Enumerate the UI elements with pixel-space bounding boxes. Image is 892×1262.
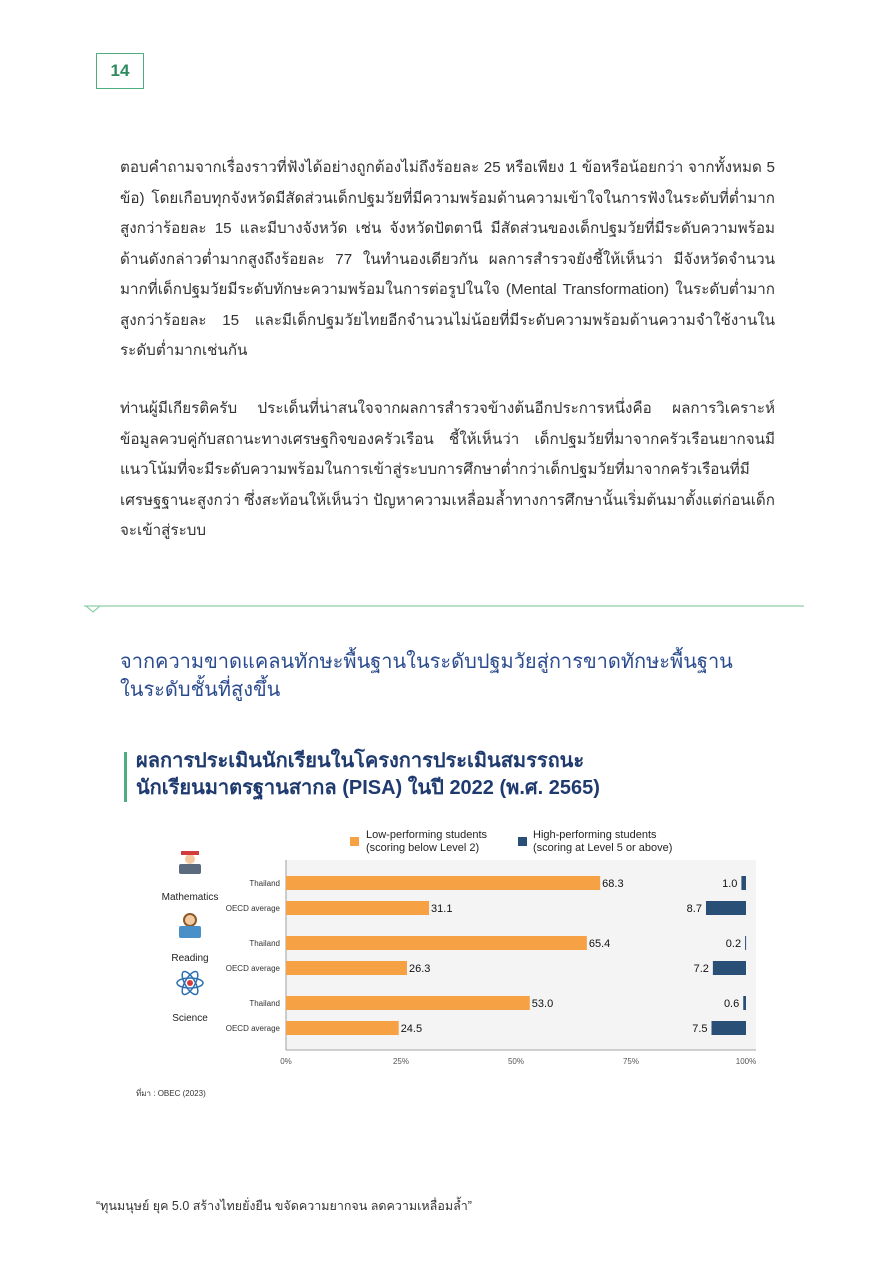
row-label: Thailand xyxy=(249,999,280,1008)
data-label-low: 68.3 xyxy=(602,878,624,890)
legend-swatch-high xyxy=(518,837,527,846)
reading-icon xyxy=(184,914,196,926)
row-label: OECD average xyxy=(225,904,280,913)
subject-label: Reading xyxy=(171,953,209,964)
mathematics-icon-hat xyxy=(181,851,199,855)
paragraph-2: ท่านผู้มีเกียรติครับ ประเด็นที่น่าสนใจจากผลการสำรวจข้างต้นอีกประการหนึ่งคือ ผลการวิเคราะห์ข้อมูลควบคู่กับสถานะทางเศรษฐกิจของครัวเรือน ชี้ให้เห็นว่า เด็กปฐมวัยที่มาจากครัวเรือนยากจนมีแนวโน้มที่จะมีระดับความพร้อมในการเข้าสู่ระบบการศึกษาต่ำกว่าเด็กปฐมวัยที่มาจากครัวเรือนที่มีเศรษฐฐานะสูงกว่า ซึ่งสะท้อนให้เห็นว่า ปัญหาความเหลื่อมล้ำทางการศึกษานั้นเริ่มต้นมาตั้งแต่ก่อนเด็กจะเข้าสู่ระบบ xyxy=(120,400,775,539)
bar-low xyxy=(286,1021,399,1035)
figure-title xyxy=(136,748,776,802)
figure-accent-bar xyxy=(124,752,127,802)
pisa-bar-chart xyxy=(120,822,770,1072)
data-label-low: 65.4 xyxy=(588,938,611,950)
section-divider xyxy=(84,604,804,616)
legend-label-high: High-performing students xyxy=(533,829,657,841)
mathematics-icon xyxy=(179,864,201,874)
row-label: Thailand xyxy=(249,879,280,888)
row-label: Thailand xyxy=(249,939,280,948)
bar-low xyxy=(286,901,429,915)
bar-low xyxy=(286,936,587,950)
bar-low xyxy=(286,961,407,975)
mathematics-icon-head xyxy=(185,854,195,864)
x-tick-label: 75% xyxy=(622,1057,640,1066)
x-tick-label: 50% xyxy=(507,1057,525,1066)
section-title-line-2: ในระดับชั้นที่สูงขึ้น xyxy=(120,679,281,701)
bar-high xyxy=(712,1021,747,1035)
data-label-high: 1.0 xyxy=(722,878,738,890)
bar-high xyxy=(743,996,746,1010)
footer-quote: “ทุนมนุษย์ ยุค 5.0 สร้างไทยยั่งยืน ขจัดความยากจน ลดความเหลื่อมล้ำ” xyxy=(96,1199,472,1213)
row-label: OECD average xyxy=(225,1024,280,1033)
figure-title-line-2: นักเรียนมาตรฐานสากล (PISA) ในปี 2022 (พ.ศ. 2565) xyxy=(136,777,600,799)
data-label-high: 0.2 xyxy=(725,938,742,950)
x-tick-label: 25% xyxy=(392,1057,410,1066)
source-note: ที่มา : OBEC (2023) xyxy=(136,1089,206,1098)
data-label-high: 0.6 xyxy=(723,998,740,1010)
bar-low xyxy=(286,876,600,890)
bar-high xyxy=(713,961,746,975)
bar-low xyxy=(286,996,530,1010)
data-label-high: 7.2 xyxy=(693,963,709,975)
bar-high xyxy=(745,936,746,950)
legend-sub-high: (scoring at Level 5 or above) xyxy=(533,842,673,854)
section-title-line-1: จากความขาดแคลนทักษะพื้นฐานในระดับปฐมวัยสู่การขาดทักษะพื้นฐาน xyxy=(120,651,733,673)
data-label-high: 7.5 xyxy=(692,1023,708,1035)
legend-sub-low: (scoring below Level 2) xyxy=(366,842,480,854)
data-label-high: 8.7 xyxy=(686,903,702,915)
bar-high xyxy=(741,876,746,890)
data-label-low: 31.1 xyxy=(431,903,453,915)
data-label-low: 24.5 xyxy=(400,1023,423,1035)
data-label-low: 53.0 xyxy=(531,998,554,1010)
page-number: 14 xyxy=(96,53,144,89)
section-title xyxy=(120,648,780,704)
subject-label: Science xyxy=(172,1013,208,1024)
figure-title-line-1: ผลการประเมินนักเรียนในโครงการประเมินสมรรถนะ xyxy=(136,750,585,772)
x-tick-label: 0% xyxy=(280,1057,292,1066)
x-tick-label: 100% xyxy=(735,1057,757,1066)
science-icon-nucleus xyxy=(187,980,193,986)
legend-label-low: Low-performing students xyxy=(366,829,488,841)
row-label: OECD average xyxy=(225,964,280,973)
bar-high xyxy=(706,901,746,915)
legend-swatch-low xyxy=(350,837,359,846)
paragraph-1: ตอบคำถามจากเรื่องราวที่ฟังได้อย่างถูกต้องไม่ถึงร้อยละ 25 หรือเพียง 1 ข้อหรือน้อยกว่า จากทั้งหมด 5 ข้อ) โดยเกือบทุกจังหวัดมีสัดส่วนเด็กปฐมวัยที่มีความพร้อมด้านความเข้าใจในการฟังในระดับที่ต่ำมากสูงกว่าร้อยละ 15 และมีบางจังหวัด เช่น จังหวัดปัตตานี มีสัดส่วนของเด็กปฐมวัยที่มีระดับความพร้อมด้านดังกล่าวต่ำมากสูงถึงร้อยละ 77 ในทำนองเดียวกัน ผลการสำรวจยังชี้ให้เห็นว่า มีจังหวัดจำนวนมากที่เด็กปฐมวัยมีระดับทักษะความพร้อมในการต่อรูปในใจ (Mental Transformation) ในระดับต่ำมากสูงกว่าร้อยละ 15 และมีเด็กปฐมวัยไทยอีกจำนวนไม่น้อยที่มีระดับความพร้อมด้านความจำใช้งานในระดับต่ำมากเช่นกัน xyxy=(120,159,775,359)
data-label-low: 26.3 xyxy=(408,963,431,975)
subject-label: Mathematics xyxy=(161,892,219,903)
reading-icon-book xyxy=(179,926,201,938)
